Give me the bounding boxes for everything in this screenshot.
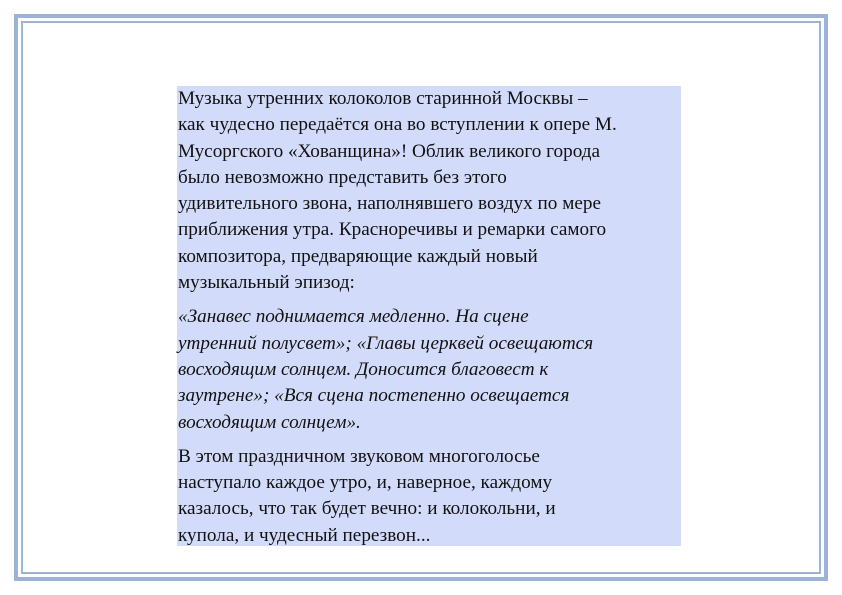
paragraph-conclusion: В этом праздничном звуковом многоголосье наступало каждое утро, и, наверное, каждому казалось, что так будет вечно: и колокольни, и купола, и чудесный перезвон... bbox=[178, 445, 556, 546]
text-box bbox=[177, 86, 681, 546]
paragraph-stage-directions: «Занавес поднимается медленно. На сцене утренний полусвет»; «Главы церквей освещаются восходящим солнцем. Доносится благовест к заутрене»; «Вся сцена постепенно освещается восходящим солнцем». bbox=[178, 306, 594, 433]
paragraph-intro: Музыка утренних колоколов старинной Москвы – как чудесно передаётся она во вступлении к опере М. Мусоргского «Хованщина»! Облик великого города было невозможно представить без этого удивительного звона, наполнявшего воздух по мере приближения утра. Красноречивы и ремарки самого композитора, предваряющие каждый новый музыкальный эпизод: bbox=[178, 88, 617, 294]
